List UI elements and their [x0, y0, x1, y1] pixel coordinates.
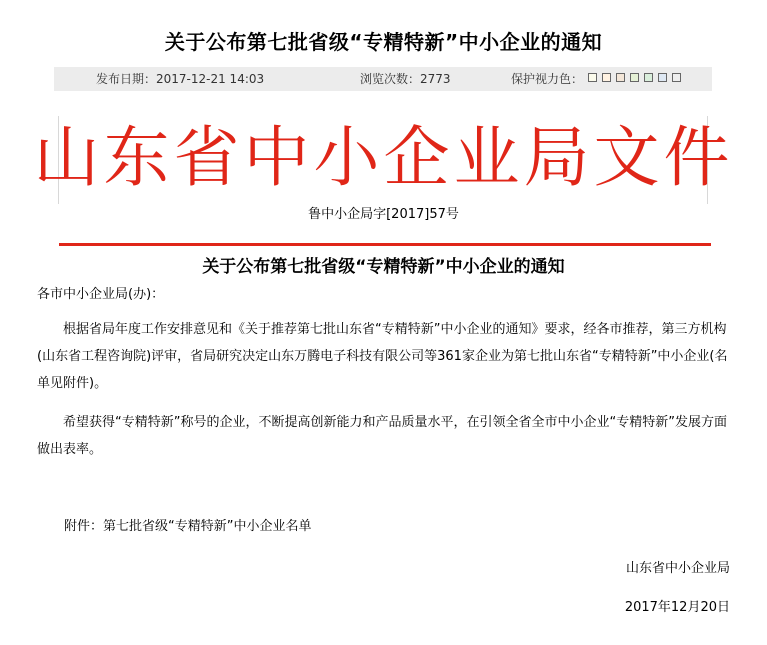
body-paragraph: 希望获得“专精特新”称号的企业，不断提高创新能力和产品质量水平，在引领全省全市中小企业“专精特新”发展方面做出表率。 — [37, 415, 727, 457]
eye-color-swatch[interactable] — [588, 73, 597, 82]
document-number: 鲁中小企局字[2017]57号 — [308, 207, 459, 222]
red-divider — [59, 243, 711, 246]
page-title: 关于公布第七批省级“专精特新”中小企业的通知 — [164, 30, 603, 54]
attachment-link[interactable]: 附件：第七批省级“专精特新”中小企业名单 — [64, 519, 312, 534]
signature-organization: 山东省中小企业局 — [625, 561, 730, 576]
eye-color-swatch[interactable] — [644, 73, 653, 82]
eye-color-swatch[interactable] — [616, 73, 625, 82]
notice-title: 关于公布第七批省级“专精特新”中小企业的通知 — [202, 257, 565, 277]
article-meta-bar — [54, 67, 712, 91]
eye-protect-label: 保护视力色： — [511, 72, 584, 86]
body-paragraph: 根据省局年度工作安排意见和《关于推荐第七批山东省“专精特新”中小企业的通知》要求，经各市推荐，第三方机构(山东省工程咨询院)评审，省局研究决定山东万腾电子科技有限公司等361家企业为第七批山东省“专精特新”中小企业(名单见附件)。 — [37, 322, 728, 391]
eye-color-swatch[interactable] — [602, 73, 611, 82]
view-count: 浏览次数：2773 — [360, 72, 451, 86]
eye-color-swatch[interactable] — [672, 73, 681, 82]
publish-date: 发布日期：2017-12-21 14:03 — [96, 72, 265, 86]
signature-date: 2017年12月20日 — [624, 600, 730, 615]
eye-color-swatch[interactable] — [630, 73, 639, 82]
eye-protect-color-picker — [588, 73, 681, 82]
eye-color-swatch[interactable] — [658, 73, 667, 82]
salutation: 各市中小企业局(办)： — [37, 287, 165, 302]
letterhead-title: 山东省中小企业局文件 — [33, 119, 734, 196]
